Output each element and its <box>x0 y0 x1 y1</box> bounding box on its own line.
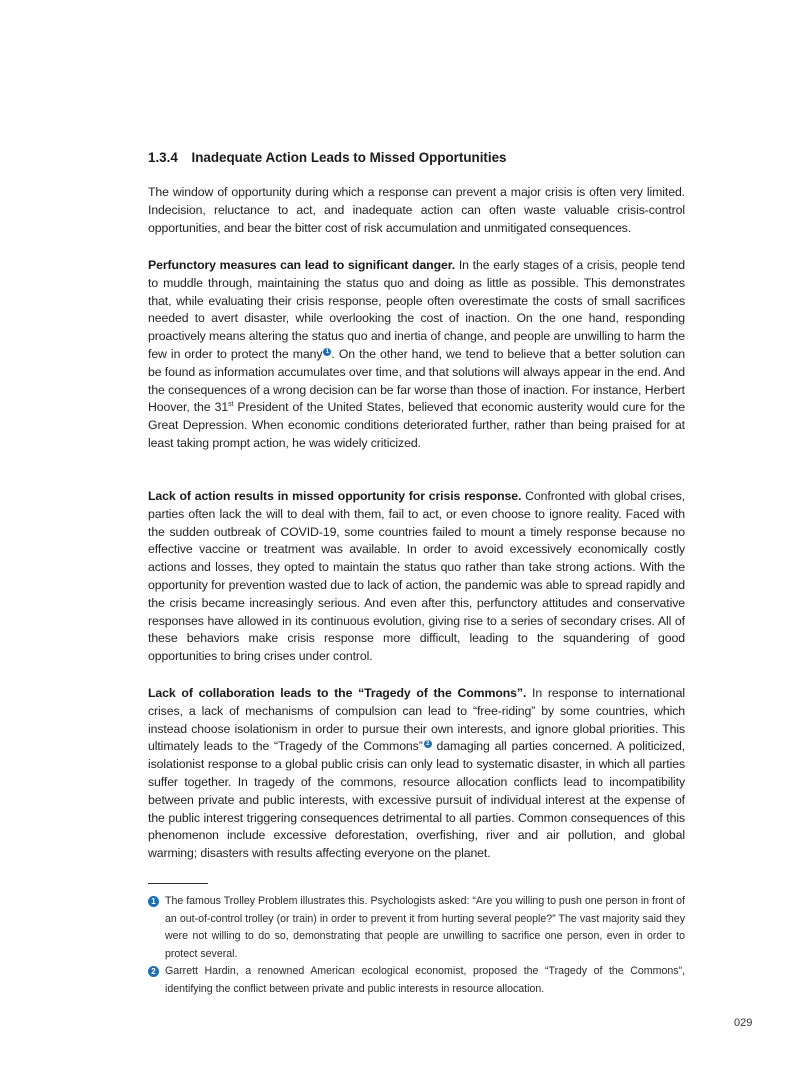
paragraph-text: The window of opportunity during which a response can prevent a major crisis is often very limited. Indecision, reluctance to act, and inadequate action can often waste valuable crisis-control opportunities, and bear the bitter cost of risk accumulation and unmitigated consequences. <box>148 185 685 235</box>
paragraph-intro <box>148 184 685 237</box>
ordinal-suffix: st <box>228 401 234 409</box>
footnote-divider <box>148 883 208 884</box>
footnote-ref-2[interactable]: 2 <box>424 740 432 748</box>
footnotes <box>148 893 685 999</box>
footnote-text: The famous Trolley Problem illustrates this. Psychologists asked: “Are you willing to push one person in front of an out-of-control trolley (or train) in order to prevent it from hurting several people?” The vast majority said they were not willing to do so, demonstrating that people are unwilling to sacrifice one person, even in order to protect several. <box>165 895 685 960</box>
footnote-marker-icon: 1 <box>148 896 159 907</box>
footnote-text: Garrett Hardin, a renowned American ecological economist, proposed the “Tragedy of the Commons”, identifying the conflict between private and public interests in resource allocation. <box>165 965 685 995</box>
section-heading <box>148 150 507 165</box>
paragraph-text: . On the other hand, we tend to believe that a better solution can be found as information accumulates over time, and that solutions will always appear in the end. And the consequences of a wrong decision can be far worse than those of inaction. For instance, Herbert Hoover, the 31 <box>148 346 685 415</box>
footnote-marker-icon: 2 <box>148 966 159 977</box>
paragraph-text: Confronted with global crises, parties often lack the will to deal with them, fail to act, or even choose to ignore reality. Faced with the sudden outbreak of COVID-19, some countries failed to mount a timely response because no effective vaccine or treatment was available. In order to avoid excessively economically costly actions and losses, they opted to maintain the status quo rather than take strong actions. With the opportunity for prevention wasted due to lack of action, the pandemic was able to spread rapidly and the crisis became increasingly serious. And even after this, perfunctory attitudes and conservative responses have allowed in its continuous evolution, giving rise to a series of secondary crises. All of these behaviors make crisis response more difficult, leading to the squandering of good opportunities to bring crises under control. <box>148 489 686 664</box>
paragraph-text: President of the United States, believed that economic austerity would cure for the Great Depression. When economic conditions deteriorated further, rather than being praised for at least taking prompt action, he was widely criticized. <box>148 400 685 450</box>
section-number: 1.3.4 <box>148 150 178 165</box>
section-title: Inadequate Action Leads to Missed Opportunities <box>191 150 507 165</box>
paragraph-text: damaging all parties concerned. A politicized, isolationist response to a global public crisis can only lead to systematic disaster, in which all parties suffer together. In tragedy of the commons, resource allocation conflicts lead to incompatibility between private and public interests, with excessive pursuit of individual interest at the expense of the public interest triggering consequences detrimental to all parties. Common consequences of this phenomenon include excessive deforestation, overfishing, river and air pollution, and global warming; disasters with results affecting everyone on the planet. <box>148 739 685 861</box>
paragraph-lead: Lack of action results in missed opportunity for crisis response. <box>148 489 522 503</box>
paragraph-lead: Perfunctory measures can lead to significant danger. <box>148 258 456 272</box>
footnote-2 <box>148 963 685 998</box>
page-number: 029 <box>734 1017 753 1029</box>
paragraph-lack-of-collaboration <box>148 685 685 863</box>
footnote-ref-1[interactable]: 1 <box>323 348 331 356</box>
paragraph-lead: Lack of collaboration leads to the “Tragedy of the Commons”. <box>148 686 527 700</box>
paragraph-perfunctory-measures <box>148 257 685 453</box>
footnote-1 <box>148 893 685 963</box>
paragraph-text: In the early stages of a crisis, people tend to muddle through, maintaining the status quo and doing as little as possible. This demonstrates that, while evaluating their crisis response, people often overestimate the costs of small sacrifices needed to avert disaster, while overlooking the cost of inaction. On the one hand, responding proactively means altering the status quo and inertia of change, and people are unwilling to harm the few in order to protect the many <box>148 258 685 361</box>
paragraph-text: In response to international crises, a lack of mechanisms of compulsion can lead to “free-riding” by some countries, which instead choose isolationism in order to pursue their own interests, and ignore global priorities. This ultimately leads to the “Tragedy of the Commons” <box>148 686 685 754</box>
paragraph-lack-of-action <box>148 488 685 666</box>
